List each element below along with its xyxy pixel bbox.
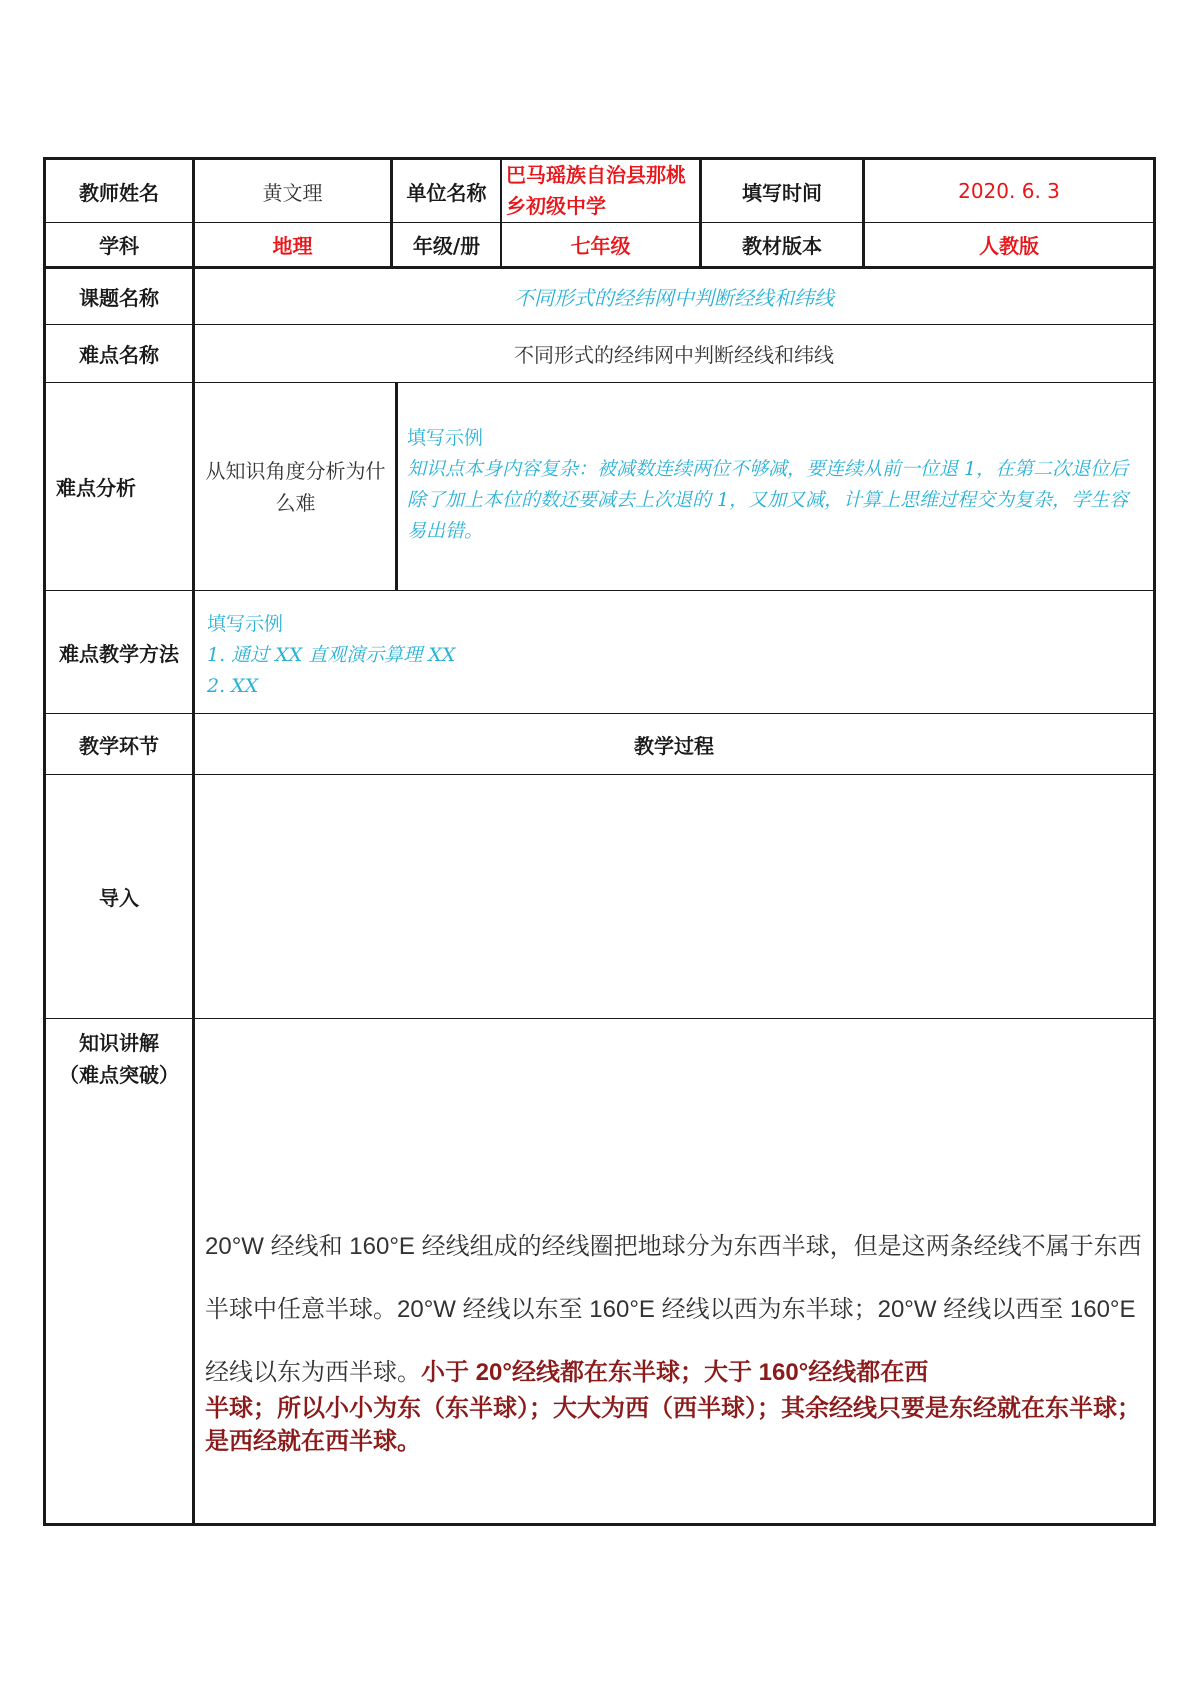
knowledge-label-line1: 知识讲解 xyxy=(79,1031,159,1055)
topic-label: 课题名称 xyxy=(79,286,159,310)
knowledge-bold-text-b: 半球；所以小小为东（东半球）；大大为西（西半球）；其余经线只要是东经就在东半球；是西经就在西半球。 xyxy=(205,1395,1141,1455)
unit-name-value: 巴马瑶族自治县那桃乡初级中学 xyxy=(506,163,686,218)
grade-value: 七年级 xyxy=(570,234,631,258)
method-item: 2. XX xyxy=(207,675,259,697)
edition-label: 教材版本 xyxy=(742,234,822,258)
table-border-bottom xyxy=(43,1523,1156,1526)
knowledge-content xyxy=(205,1215,1145,1458)
knowledge-bold-text-a: 小于 20°经线都在东半球；大于 160°经线都在西 xyxy=(421,1359,929,1386)
col-divider xyxy=(43,382,44,383)
table-border-right xyxy=(1153,157,1156,1526)
process-label: 教学过程 xyxy=(634,733,714,758)
grade-label: 年级/册 xyxy=(412,234,481,258)
teacher-name-label: 教师姓名 xyxy=(79,180,159,205)
knowledge-label-line2: （难点突破） xyxy=(59,1063,179,1087)
method-example xyxy=(207,609,1107,702)
difficulty-label: 难点名称 xyxy=(79,343,159,367)
stage-label: 教学环节 xyxy=(79,733,159,758)
analysis-label: 难点分析 xyxy=(56,476,136,500)
analysis-sub-label: 从知识角度分析为什么难 xyxy=(205,458,386,515)
intro-content xyxy=(195,775,1153,1018)
subject-value: 地理 xyxy=(272,234,313,258)
method-example-title: 填写示例 xyxy=(207,613,284,635)
analysis-example-title: 填写示例 xyxy=(407,427,484,449)
unit-name-label: 单位名称 xyxy=(406,180,487,205)
topic-value: 不同形式的经纬网中判断经线和纬线 xyxy=(514,286,834,310)
fill-date-label: 填写时间 xyxy=(742,180,822,205)
fill-date-value: 2020. 6. 3 xyxy=(958,179,1060,203)
row-divider xyxy=(43,590,1156,591)
analysis-example-text: 知识点本身内容复杂：被减数连续两位不够减，要连续从前一位退 1，在第二次退位后除了加上本位的数还要减去上次退的 1，又加又减，计算上思维过程交为复杂，学生容易出错。 xyxy=(407,458,1129,542)
method-label: 难点教学方法 xyxy=(59,641,179,666)
subject-label: 学科 xyxy=(99,234,139,258)
intro-label: 导入 xyxy=(99,886,139,910)
col-divider xyxy=(395,382,398,590)
analysis-example xyxy=(407,423,1147,547)
knowledge-label xyxy=(46,1019,192,1099)
row-divider xyxy=(43,1018,1156,1019)
knowledge-normal-text: 20°W 经线和 160°E 经线组成的经线圈把地球分为东西半球，但是这两条经线不属于东西半球中任意半球。20°W 经线以东至 160°E 经线以西为东半球；20°W 经线以西至 160°E 经线以东为西半球。 xyxy=(205,1233,1142,1386)
teacher-name-value: 黄文理 xyxy=(262,180,323,205)
difficulty-value: 不同形式的经纬网中判断经线和纬线 xyxy=(514,343,834,367)
method-item: 1. 通过 XX 直观演示算理 XX xyxy=(207,644,456,666)
edition-value: 人教版 xyxy=(979,234,1039,258)
